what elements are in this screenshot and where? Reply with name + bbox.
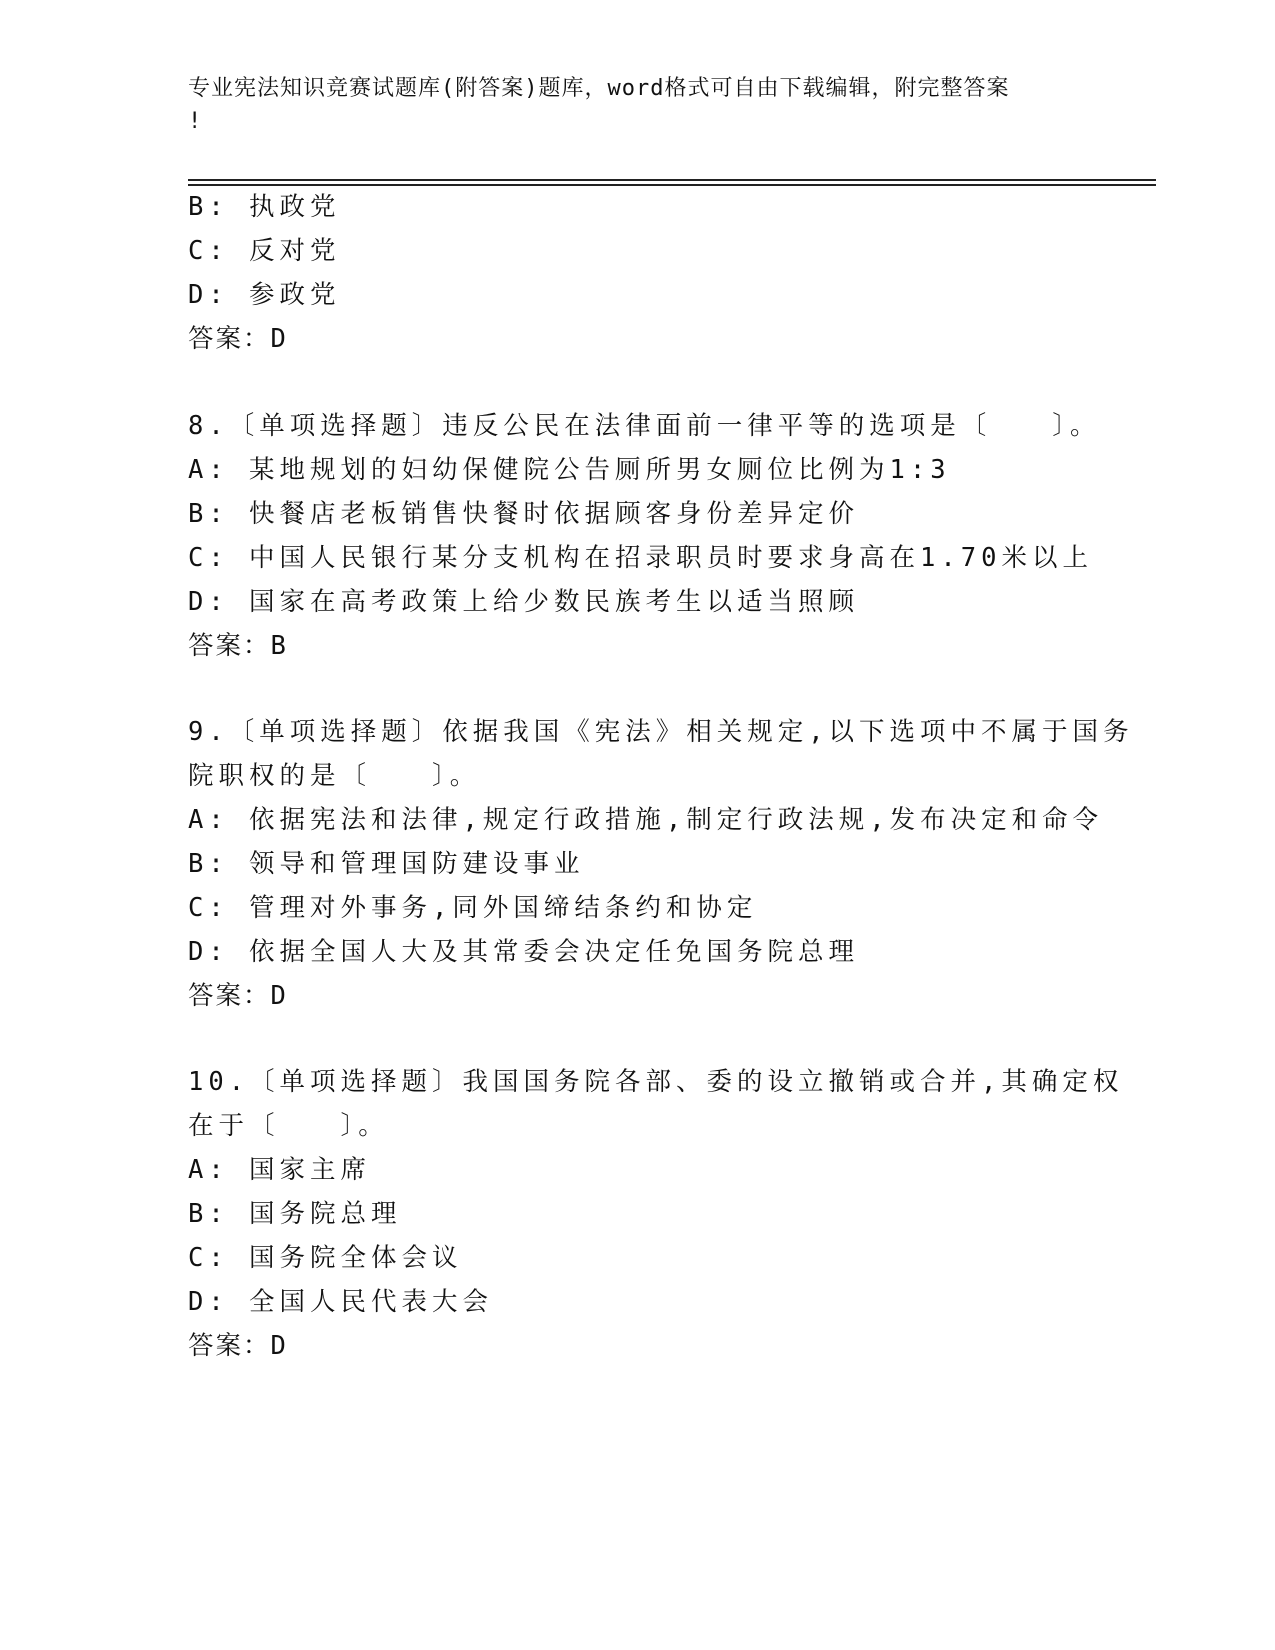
header-rule-bottom xyxy=(188,184,1156,186)
option-b: B: 领导和管理国防建设事业 xyxy=(188,849,585,879)
answer: 答案：B xyxy=(188,631,288,661)
option-d: D: 全国人民代表大会 xyxy=(188,1287,494,1317)
option-d: D: 参政党 xyxy=(188,280,341,310)
document-title xyxy=(188,72,1088,138)
question-stem-line-2: 在于〔 〕。 xyxy=(188,1111,389,1141)
option-c: C: 中国人民银行某分支机构在招录职员时要求身高在1.70米以上 xyxy=(188,543,1093,573)
option-c: C: 管理对外事务,同外国缔结条约和协定 xyxy=(188,893,758,923)
option-a: A: 某地规划的妇幼保健院公告厕所男女厕位比例为1:3 xyxy=(188,455,951,485)
option-c: C: 反对党 xyxy=(188,236,341,266)
option-a: A: 国家主席 xyxy=(188,1155,372,1185)
option-a: A: 依据宪法和法律,规定行政措施,制定行政法规,发布决定和命令 xyxy=(188,805,1104,835)
option-c: C: 国务院全体会议 xyxy=(188,1243,463,1273)
header-line-2: ! xyxy=(188,109,203,134)
question-stem: 8.〔单项选择题〕违反公民在法律面前一律平等的选项是〔 〕。 xyxy=(188,411,1101,441)
header-line-1: 专业宪法知识竞赛试题库(附答案)题库，word格式可自由下载编辑，附完整答案 xyxy=(188,76,1010,101)
question-stem-line-1: 10.〔单项选择题〕我国国务院各部、委的设立撤销或合并,其确定权 xyxy=(188,1067,1124,1097)
question-stem-line-2: 院职权的是〔 〕。 xyxy=(188,761,481,791)
question-stem-line-1: 9.〔单项选择题〕依据我国《宪法》相关规定,以下选项中不属于国务 xyxy=(188,717,1134,747)
option-b: B: 国务院总理 xyxy=(188,1199,402,1229)
option-b: B: 执政党 xyxy=(188,192,341,222)
option-d: D: 国家在高考政策上给少数民族考生以适当照顾 xyxy=(188,587,860,617)
option-d: D: 依据全国人大及其常委会决定任免国务院总理 xyxy=(188,937,860,967)
header-rule-top xyxy=(188,179,1156,181)
answer: 答案：D xyxy=(188,1331,288,1361)
answer: 答案：D xyxy=(188,981,288,1011)
answer: 答案：D xyxy=(188,324,288,354)
option-b: B: 快餐店老板销售快餐时依据顾客身份差异定价 xyxy=(188,499,860,529)
